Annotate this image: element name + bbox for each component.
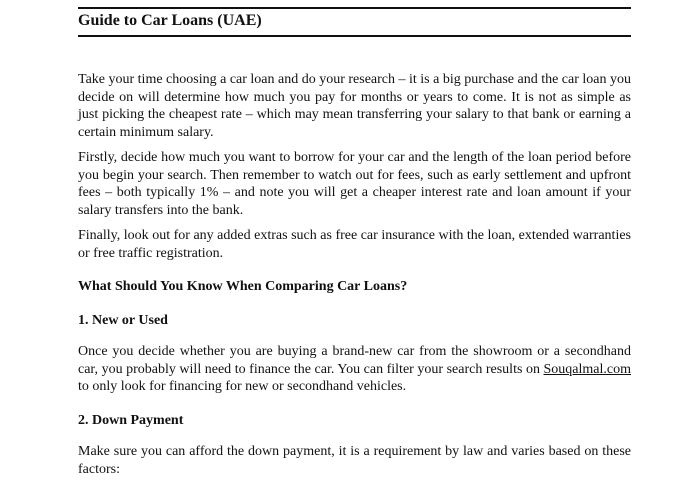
intro-paragraph-3: Finally, look out for any added extras such as free car insurance with the loan, extended warranties or free traffic registration.	[78, 228, 631, 261]
section1-text-before-link: Once you decide whether you are buying a brand-new car from the showroom or a secondhand car, you probably will need to finance the car. You can filter your search results on	[78, 344, 631, 377]
section-paragraph-new-or-used	[78, 343, 631, 396]
section-paragraph-down-payment: Make sure you can afford the down payment, it is a requirement by law and varies based on these factors:	[78, 444, 631, 477]
document-body	[78, 71, 631, 478]
document-page	[78, 7, 631, 478]
intro-paragraph-1: Take your time choosing a car loan and do your research – it is a big purchase and the car loan you decide on will determine how much you pay for months or years to come. It is not as simple as just picking the cheapest rate – which may mean transferring your salary to that bank or earning a certain minimum salary.	[78, 72, 631, 140]
comparing-heading: What Should You Know When Comparing Car Loans?	[78, 279, 408, 294]
section1-text-after-link: to only look for financing for new or secondhand vehicles.	[78, 379, 407, 394]
section-heading-new-or-used: 1. New or Used	[78, 312, 168, 328]
section-heading-down-payment: 2. Down Payment	[78, 412, 184, 428]
page-title: Guide to Car Loans (UAE)	[78, 12, 262, 29]
title-bar	[78, 7, 631, 37]
intro-paragraph-2: Firstly, decide how much you want to borrow for your car and the length of the loan period before you begin your search. Then remember to watch out for fees, such as early settlement and upfront fees – both typically 1% – and note you will get a cheaper interest rate and loan amount if your salary transfers into the bank.	[78, 150, 631, 218]
souqalmal-link[interactable]: Souqalmal.com	[543, 361, 631, 377]
